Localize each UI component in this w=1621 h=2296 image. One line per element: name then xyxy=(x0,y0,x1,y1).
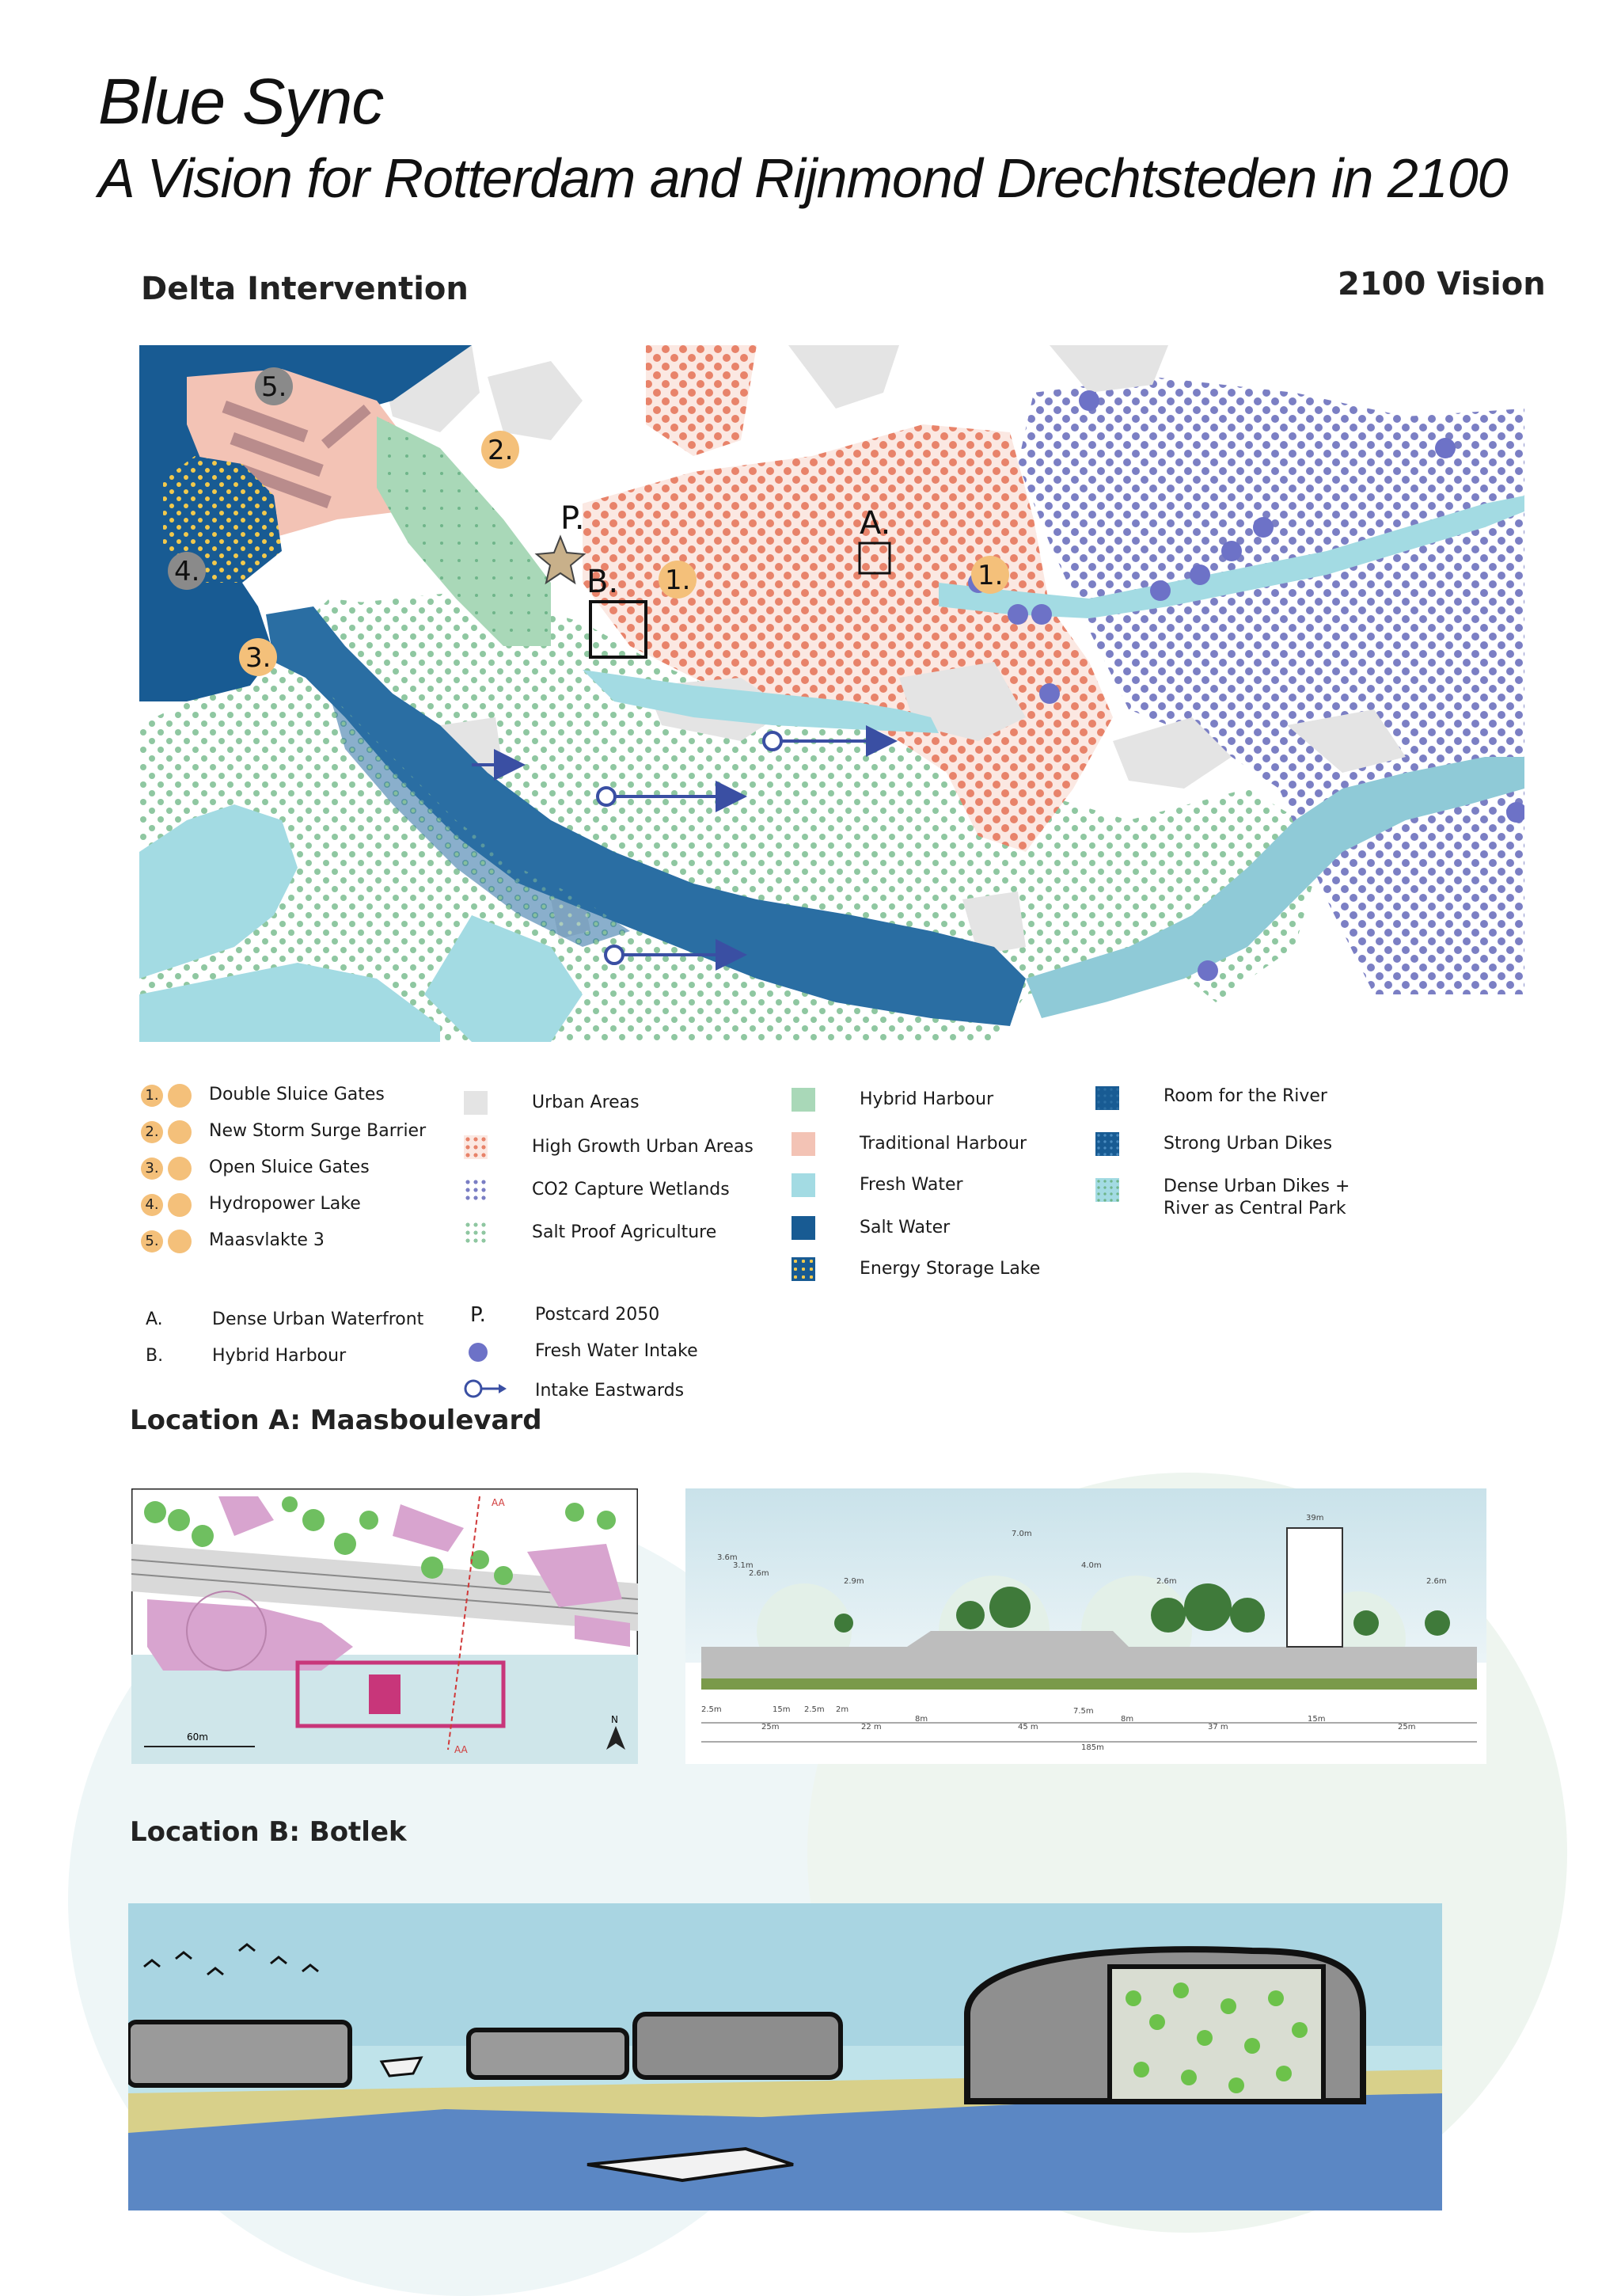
map-marker-1-east: 1. xyxy=(978,560,1004,591)
fresh-water-swatch xyxy=(792,1173,815,1197)
section-width-11: 37 m xyxy=(1208,1723,1228,1732)
room-for-river-swatch xyxy=(1095,1086,1119,1110)
map-marker-p: P. xyxy=(560,500,585,537)
section-height-1: 3.6m xyxy=(717,1553,738,1562)
section-width-3: 2.5m xyxy=(804,1705,825,1714)
map-marker-2: 2. xyxy=(488,435,514,466)
legend-label: High Growth Urban Areas xyxy=(532,1137,754,1157)
section-width-5: 25m xyxy=(761,1723,780,1732)
delta-map xyxy=(139,345,1524,1042)
location-a-plan xyxy=(131,1488,638,1764)
legend-label: Energy Storage Lake xyxy=(860,1259,1041,1279)
open-sluice-gate-icon xyxy=(168,1157,192,1180)
legend-key-p: P. xyxy=(470,1303,486,1327)
section-height-9: 2.6m xyxy=(1426,1577,1447,1586)
legend-label: Hydropower Lake xyxy=(209,1194,361,1214)
maasvlakte-icon xyxy=(168,1230,192,1253)
title-main: Blue Sync xyxy=(98,66,384,138)
legend-label: Fresh Water Intake xyxy=(535,1341,698,1361)
section-height-8: 39m xyxy=(1306,1514,1324,1522)
dense-urban-dikes-swatch xyxy=(1095,1178,1119,1202)
legend-label: Room for the River xyxy=(1164,1086,1327,1106)
section-width-7: 8m xyxy=(915,1715,928,1724)
co2-wetlands-swatch xyxy=(464,1178,488,1202)
legend-label: Hybrid Harbour xyxy=(212,1346,347,1366)
location-b-title: Location B: Botlek xyxy=(130,1816,407,1848)
section-width-13: 25m xyxy=(1398,1723,1416,1732)
legend-key-a: A. xyxy=(146,1310,163,1329)
heading-2100-vision: 2100 Vision xyxy=(1338,266,1546,302)
legend-label: New Storm Surge Barrier xyxy=(209,1121,427,1141)
legend-label: Salt Water xyxy=(860,1218,951,1237)
salt-water-swatch xyxy=(792,1216,815,1240)
salt-proof-agriculture-swatch xyxy=(464,1221,488,1245)
scale-label: 60m xyxy=(187,1732,208,1743)
section-width-4: 2m xyxy=(836,1705,849,1714)
fresh-water-intake-icon xyxy=(469,1343,488,1362)
title-subtitle: A Vision for Rotterdam and Rijnmond Drechtsteden in 2100 xyxy=(98,147,1508,209)
heading-delta-intervention: Delta Intervention xyxy=(141,271,469,307)
legend-label: Intake Eastwards xyxy=(535,1381,685,1401)
section-height-7: 2.6m xyxy=(1156,1577,1177,1586)
energy-storage-lake-swatch xyxy=(792,1257,815,1281)
storm-surge-barrier-icon xyxy=(168,1120,192,1144)
map-marker-1-west: 1. xyxy=(665,564,691,596)
badge-1: 1. xyxy=(141,1085,163,1107)
section-label-bottom: AA xyxy=(454,1744,468,1755)
map-marker-b: B. xyxy=(587,564,619,600)
legend-label: Strong Urban Dikes xyxy=(1164,1134,1333,1154)
map-marker-a: A. xyxy=(860,505,891,542)
legend-label: Double Sluice Gates xyxy=(209,1085,385,1104)
legend-label: CO2 Capture Wetlands xyxy=(532,1180,730,1199)
intake-eastwards-icon xyxy=(464,1378,508,1400)
section-height-3: 2.6m xyxy=(749,1569,769,1578)
high-growth-urban-swatch xyxy=(464,1135,488,1159)
legend-label: Maasvlakte 3 xyxy=(209,1230,325,1250)
map-marker-4: 4. xyxy=(174,556,200,587)
section-height-6: 4.0m xyxy=(1081,1561,1102,1570)
legend-label: Dense Urban Dikes + xyxy=(1164,1177,1350,1196)
section-label-top: AA xyxy=(492,1497,505,1508)
section-width-total: 185m xyxy=(1081,1743,1104,1752)
map-marker-3: 3. xyxy=(245,642,271,674)
badge-2: 2. xyxy=(141,1121,163,1143)
hybrid-harbour-swatch xyxy=(792,1088,815,1112)
hydropower-lake-icon xyxy=(168,1193,192,1217)
section-height-5: 7.0m xyxy=(1012,1530,1032,1538)
legend-label: Fresh Water xyxy=(860,1175,963,1195)
badge-5: 5. xyxy=(141,1230,163,1253)
legend-key-b: B. xyxy=(146,1346,164,1366)
badge-3: 3. xyxy=(141,1158,163,1180)
section-width-2: 15m xyxy=(773,1705,791,1714)
section-width-1: 2.5m xyxy=(701,1705,722,1714)
legend-label: Salt Proof Agriculture xyxy=(532,1222,717,1242)
strong-urban-dikes-swatch xyxy=(1095,1132,1119,1156)
badge-4: 4. xyxy=(141,1194,163,1216)
legend-label: Hybrid Harbour xyxy=(860,1089,994,1109)
section-width-10: 8m xyxy=(1121,1715,1134,1724)
section-width-12: 15m xyxy=(1308,1715,1326,1724)
location-a-title: Location A: Maasboulevard xyxy=(130,1405,542,1436)
section-width-9: 7.5m xyxy=(1073,1707,1094,1716)
section-width-6: 22 m xyxy=(861,1723,882,1732)
section-height-4: 2.9m xyxy=(844,1577,864,1586)
location-a-section xyxy=(685,1488,1486,1764)
north-label: N xyxy=(611,1714,618,1725)
urban-areas-swatch xyxy=(464,1091,488,1115)
map-marker-5: 5. xyxy=(261,371,287,403)
legend-label: Open Sluice Gates xyxy=(209,1158,370,1177)
legend-label-2: River as Central Park xyxy=(1164,1199,1346,1218)
legend-label: Traditional Harbour xyxy=(860,1134,1027,1154)
double-sluice-gate-icon xyxy=(168,1084,192,1108)
legend-label: Urban Areas xyxy=(532,1093,640,1112)
section-height-2: 3.1m xyxy=(733,1561,754,1570)
location-b-sketch xyxy=(128,1903,1442,2210)
section-width-8: 45 m xyxy=(1018,1723,1038,1732)
legend-label: Dense Urban Waterfront xyxy=(212,1310,424,1329)
legend-label: Postcard 2050 xyxy=(535,1305,660,1325)
traditional-harbour-swatch xyxy=(792,1132,815,1156)
